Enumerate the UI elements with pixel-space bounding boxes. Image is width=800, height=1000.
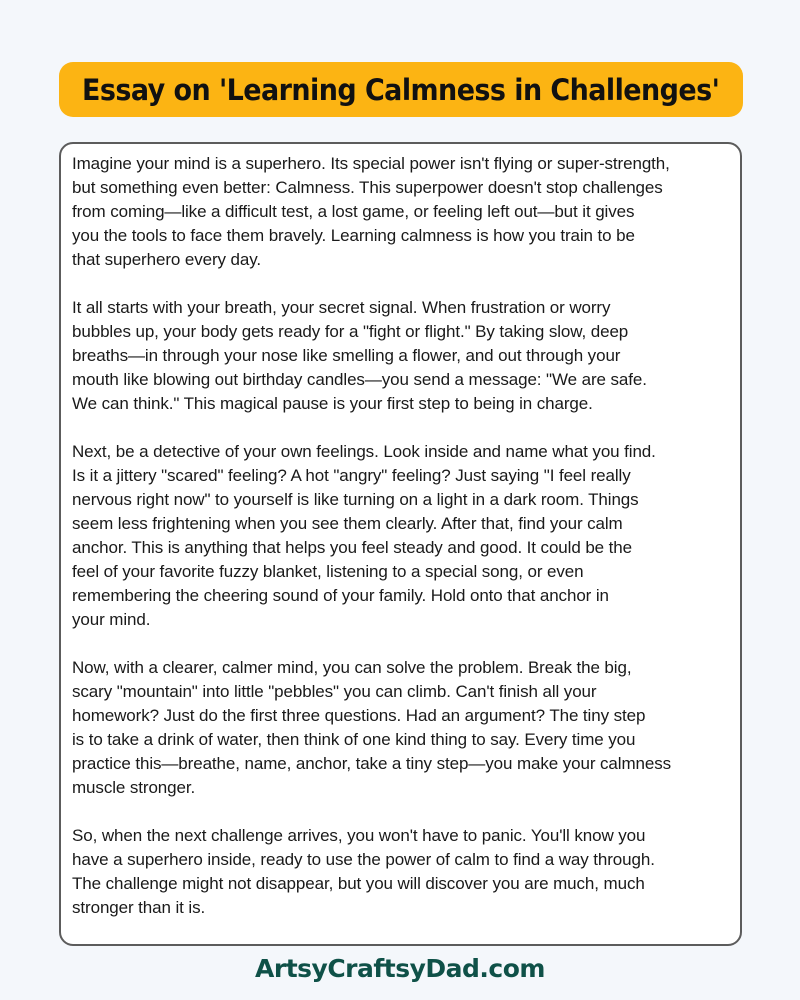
footer-brand: ArtsyCraftsyDad.com (255, 954, 545, 983)
essay-line: The challenge might not disappear, but you will discover you are much, much (72, 874, 645, 893)
essay-line: your mind. (72, 610, 151, 629)
essay-line: It all starts with your breath, your secret signal. When frustration or worry (72, 298, 611, 317)
essay-paragraph-3 (72, 440, 730, 632)
essay-line: is to take a drink of water, then think of one kind thing to say. Every time you (72, 730, 636, 749)
title-banner (59, 62, 743, 117)
essay-line: bubbles up, your body gets ready for a "fight or flight." By taking slow, deep (72, 322, 629, 341)
essay-line: from coming—like a difficult test, a lost game, or feeling left out—but it gives (72, 202, 635, 221)
essay-card (59, 142, 742, 946)
essay-paragraph-4 (72, 656, 730, 800)
essay-line: anchor. This is anything that helps you feel steady and good. It could be the (72, 538, 632, 557)
essay-line: mouth like blowing out birthday candles—you send a message: "We are safe. (72, 370, 647, 389)
essay-line: Now, with a clearer, calmer mind, you can solve the problem. Break the big, (72, 658, 632, 677)
essay-line: have a superhero inside, ready to use the power of calm to find a way through. (72, 850, 655, 869)
essay-line: Next, be a detective of your own feelings. Look inside and name what you find. (72, 442, 656, 461)
essay-paragraph-2 (72, 296, 730, 416)
essay-line: stronger than it is. (72, 898, 206, 917)
essay-line: muscle stronger. (72, 778, 196, 797)
essay-line: practice this—breathe, name, anchor, take a tiny step—you make your calmness (72, 754, 672, 773)
essay-line: seem less frightening when you see them clearly. After that, find your calm (72, 514, 623, 533)
essay-paragraph-1 (72, 152, 730, 272)
essay-paragraph-5 (72, 824, 730, 920)
essay-line: scary "mountain" into little "pebbles" you can climb. Can't finish all your (72, 682, 597, 701)
page-title: Essay on 'Learning Calmness in Challenges' (82, 72, 720, 107)
essay-line: you the tools to face them bravely. Learning calmness is how you train to be (72, 226, 635, 245)
essay-line: homework? Just do the first three questions. Had an argument? The tiny step (72, 706, 646, 725)
essay-line: Is it a jittery "scared" feeling? A hot "angry" feeling? Just saying "I feel really (72, 466, 631, 485)
essay-line: that superhero every day. (72, 250, 262, 269)
essay-line: breaths—in through your nose like smelling a flower, and out through your (72, 346, 621, 365)
essay-line: but something even better: Calmness. This superpower doesn't stop challenges (72, 178, 663, 197)
essay-line: We can think." This magical pause is your first step to being in charge. (72, 394, 593, 413)
essay-line: remembering the cheering sound of your family. Hold onto that anchor in (72, 586, 609, 605)
essay-line: feel of your favorite fuzzy blanket, listening to a special song, or even (72, 562, 584, 581)
essay-line: Imagine your mind is a superhero. Its special power isn't flying or super-strength, (72, 154, 670, 173)
essay-line: nervous right now" to yourself is like turning on a light in a dark room. Things (72, 490, 639, 509)
essay-line: So, when the next challenge arrives, you won't have to panic. You'll know you (72, 826, 646, 845)
